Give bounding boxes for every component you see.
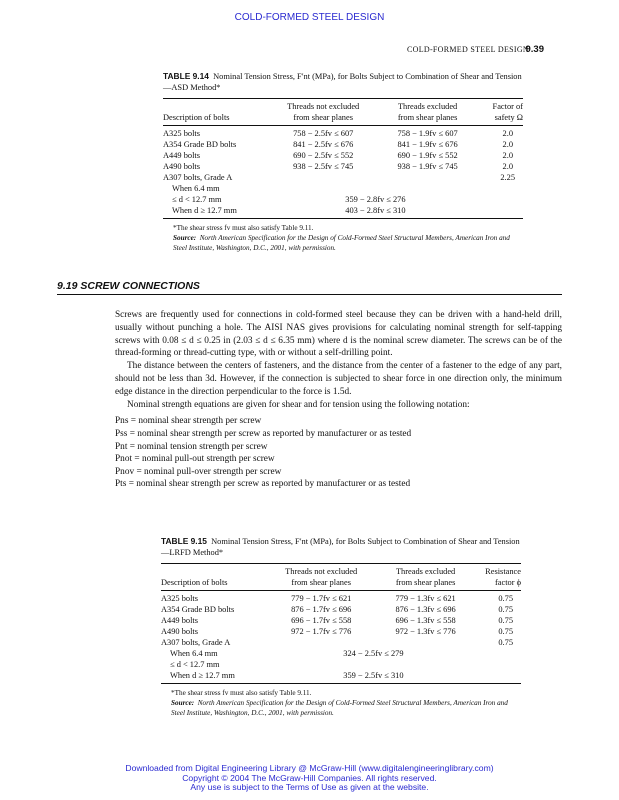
table-cell	[375, 172, 479, 183]
notation-item: Pts = nominal shear strength per screw as reported by manufacturer or as tested	[115, 479, 411, 490]
table-cell: 0.75	[498, 616, 513, 625]
table-rule	[163, 218, 523, 219]
section-title: 9.19 SCREW CONNECTIONS	[57, 280, 200, 292]
table-cell: 2.0	[502, 129, 513, 138]
header-cell: Threads not excluded	[287, 102, 360, 111]
table-rule	[161, 590, 521, 591]
table-cell: 0.75	[498, 627, 513, 636]
table-label: TABLE 9.14	[163, 71, 209, 81]
table-cell: 779 − 1.3fv ≤ 621	[395, 594, 456, 603]
table-cell: A490 bolts	[163, 162, 200, 171]
table-caption	[161, 536, 521, 558]
table-cell: A354 Grade BD bolts	[163, 140, 237, 149]
footer-line[interactable]: Downloaded from Digital Engineering Library @ McGraw-Hill (www.digitalengineeringlibrary.com)	[125, 763, 494, 773]
section-body	[115, 309, 562, 491]
table-cell	[271, 172, 375, 183]
table-cell: 2.0	[502, 140, 513, 149]
page-number: 9.39	[525, 44, 544, 55]
table-cell: 359 − 2.5fv ≤ 310	[343, 671, 404, 680]
header-cell: Threads excluded	[397, 102, 458, 111]
table-cell	[373, 637, 477, 648]
notation-item: Pnt = nominal tension strength per screw	[115, 441, 268, 452]
header-cell: safety Ω	[494, 113, 523, 122]
table-cell: 2.25	[500, 173, 515, 182]
header-cell	[163, 101, 271, 112]
table-row	[161, 604, 521, 615]
table-row	[161, 648, 521, 659]
running-head: COLD-FORMED STEEL DESIGN	[406, 45, 529, 54]
header-cell: from shear planes	[291, 578, 351, 587]
table-cell: When 6.4 mm	[172, 184, 220, 193]
table-cell: 0.75	[498, 605, 513, 614]
source-label: Source:	[171, 699, 195, 707]
table-cell: 696 − 1.7fv ≤ 558	[291, 616, 352, 625]
header-cell: Threads excluded	[395, 567, 456, 576]
paragraph: The distance between the centers of fasteners, and the distance from the center of a fastener to the edge of any part, should not be less than 3d. However, if the connection is subjected to shear force in one direction only, the minimum edge distance in the direction perpendicular to the force is 1.5d.	[115, 361, 562, 397]
table-cell: 972 − 1.7fv ≤ 776	[291, 627, 352, 636]
table-cell: A449 bolts	[161, 616, 198, 625]
table-source	[163, 233, 523, 253]
table-row	[161, 659, 521, 670]
table-9-14	[163, 71, 523, 253]
table-cell: When 6.4 mm	[170, 649, 218, 658]
table-cell: When d ≥ 12.7 mm	[172, 206, 237, 215]
table-cell: ≤ d < 12.7 mm	[170, 660, 220, 669]
header-cell: Description of bolts	[163, 113, 230, 122]
table-cell: 403 − 2.8fv ≤ 310	[345, 206, 406, 215]
table-cell: 938 − 2.5fv ≤ 745	[293, 162, 354, 171]
header-cell	[161, 566, 269, 577]
source-text: North American Specification for the Design of Cold-Formed Steel Structural Members, American Iron and Steel Institute, Washington, D.C., 2001, with permission.	[173, 234, 510, 252]
table-row	[163, 183, 523, 194]
table-label: TABLE 9.15	[161, 536, 207, 546]
header-cell: from shear planes	[397, 113, 458, 122]
table-cell: A354 Grade BD bolts	[161, 605, 235, 614]
table-caption-text: Nominal Tension Stress, F′nt (MPa), for Bolts Subject to Combination of Shear and Tension—ASD Method*	[163, 72, 522, 92]
header-cell: from shear planes	[293, 113, 353, 122]
table-cell: 876 − 1.3fv ≤ 696	[395, 605, 456, 614]
table-cell: 938 − 1.9fv ≤ 745	[397, 162, 458, 171]
table-note: *The shear stress fv must also satisfy Table 9.11.	[173, 224, 314, 232]
download-banner: COLD-FORMED STEEL DESIGN	[234, 12, 385, 23]
table-body	[163, 128, 523, 216]
table-cell: 779 − 1.7fv ≤ 621	[291, 594, 352, 603]
notation-item: Pnot = nominal pull-out strength per screw	[115, 454, 275, 465]
header-cell: from shear planes	[395, 578, 456, 587]
table-source	[161, 698, 521, 718]
table-cell	[269, 637, 373, 648]
header-cell: factor ϕ	[494, 578, 521, 587]
notation-item: Pnov = nominal pull-over strength per screw	[115, 466, 282, 477]
table-row	[161, 615, 521, 626]
table-cell: A449 bolts	[163, 151, 200, 160]
table-cell: A490 bolts	[161, 627, 198, 636]
notation-item: Pss = nominal shear strength per screw as reported by manufacturer or as tested	[115, 428, 412, 439]
table-row	[161, 593, 521, 604]
table-9-15	[161, 536, 521, 718]
table-note: *The shear stress fv must also satisfy Table 9.11.	[171, 689, 312, 697]
notation-list	[115, 415, 562, 491]
table-cell: 876 − 1.7fv ≤ 696	[291, 605, 352, 614]
table-row	[161, 637, 521, 648]
section-rule	[57, 294, 562, 295]
table-cell: When d ≥ 12.7 mm	[170, 671, 235, 680]
paragraph: Nominal strength equations are given for shear and for tension using the following notation:	[127, 399, 470, 410]
table-cell: ≤ d < 12.7 mm	[172, 195, 222, 204]
table-body	[161, 593, 521, 681]
header-cell: Factor of	[492, 102, 523, 111]
table-cell: 324 − 2.5fv ≤ 279	[343, 649, 404, 658]
source-text: North American Specification for the Design of Cold-Formed Steel Structural Members, American Iron and Steel Institute, Washington, D.C., 2001, with permission.	[171, 699, 508, 717]
table-cell: 696 − 1.3fv ≤ 558	[395, 616, 456, 625]
table-cell: 758 − 2.5fv ≤ 607	[293, 129, 354, 138]
table-cell: 972 − 1.3fv ≤ 776	[395, 627, 456, 636]
footer-line: Any use is subject to the Terms of Use as given at the website.	[190, 782, 429, 793]
table-row	[163, 205, 523, 216]
table-cell: 0.75	[498, 594, 513, 603]
table-row	[163, 150, 523, 161]
table-cell: A325 bolts	[161, 594, 198, 603]
source-label: Source:	[173, 234, 197, 242]
table-rule	[161, 563, 521, 564]
table-header	[163, 101, 523, 123]
paragraph: Screws are frequently used for connections in cold-formed steel because they can be driven with a hand-held drill, usually without punching a hole. The AISI NAS gives provisions for calculating nominal strength for self-tapping screws with 0.08 ≤ d ≤ 0.25 in (2.03 ≤ d ≤ 6.35 mm) where d is the nominal screw diameter. The screws can be of the thread-forming or thread-cutting type, with or without a self-drilling point.	[115, 310, 562, 359]
table-cell: 2.0	[502, 151, 513, 160]
table-row	[161, 670, 521, 681]
table-cell: A325 bolts	[163, 129, 200, 138]
table-row	[163, 172, 523, 183]
header-cell: Description of bolts	[161, 578, 228, 587]
table-caption	[163, 71, 523, 93]
table-row	[161, 626, 521, 637]
header-cell: Resistance	[485, 567, 521, 576]
table-cell: 690 − 2.5fv ≤ 552	[293, 151, 354, 160]
table-rule	[163, 98, 523, 99]
notation-item: Pns = nominal shear strength per screw	[115, 416, 262, 427]
table-cell: A307 bolts, Grade A	[163, 173, 233, 182]
table-cell: 758 − 1.9fv ≤ 607	[397, 129, 458, 138]
download-footer	[0, 764, 619, 793]
table-cell: 841 − 1.9fv ≤ 676	[397, 140, 458, 149]
table-row	[163, 139, 523, 150]
table-cell: 2.0	[502, 162, 513, 171]
table-rule	[161, 683, 521, 684]
table-row	[163, 161, 523, 172]
table-caption-text: Nominal Tension Stress, F′nt (MPa), for Bolts Subject to Combination of Shear and Tension—LRFD Method*	[161, 537, 520, 557]
table-cell: 841 − 2.5fv ≤ 676	[293, 140, 354, 149]
header-cell: Threads not excluded	[285, 567, 358, 576]
table-header	[161, 566, 521, 588]
table-cell: 0.75	[498, 638, 513, 647]
table-cell: 690 − 1.9fv ≤ 552	[397, 151, 458, 160]
table-cell: 359 − 2.8fv ≤ 276	[345, 195, 406, 204]
table-cell: A307 bolts, Grade A	[161, 638, 231, 647]
footer-line: Copyright © 2004 The McGraw-Hill Companies. All rights reserved.	[182, 772, 437, 783]
table-row	[163, 128, 523, 139]
table-rule	[163, 125, 523, 126]
